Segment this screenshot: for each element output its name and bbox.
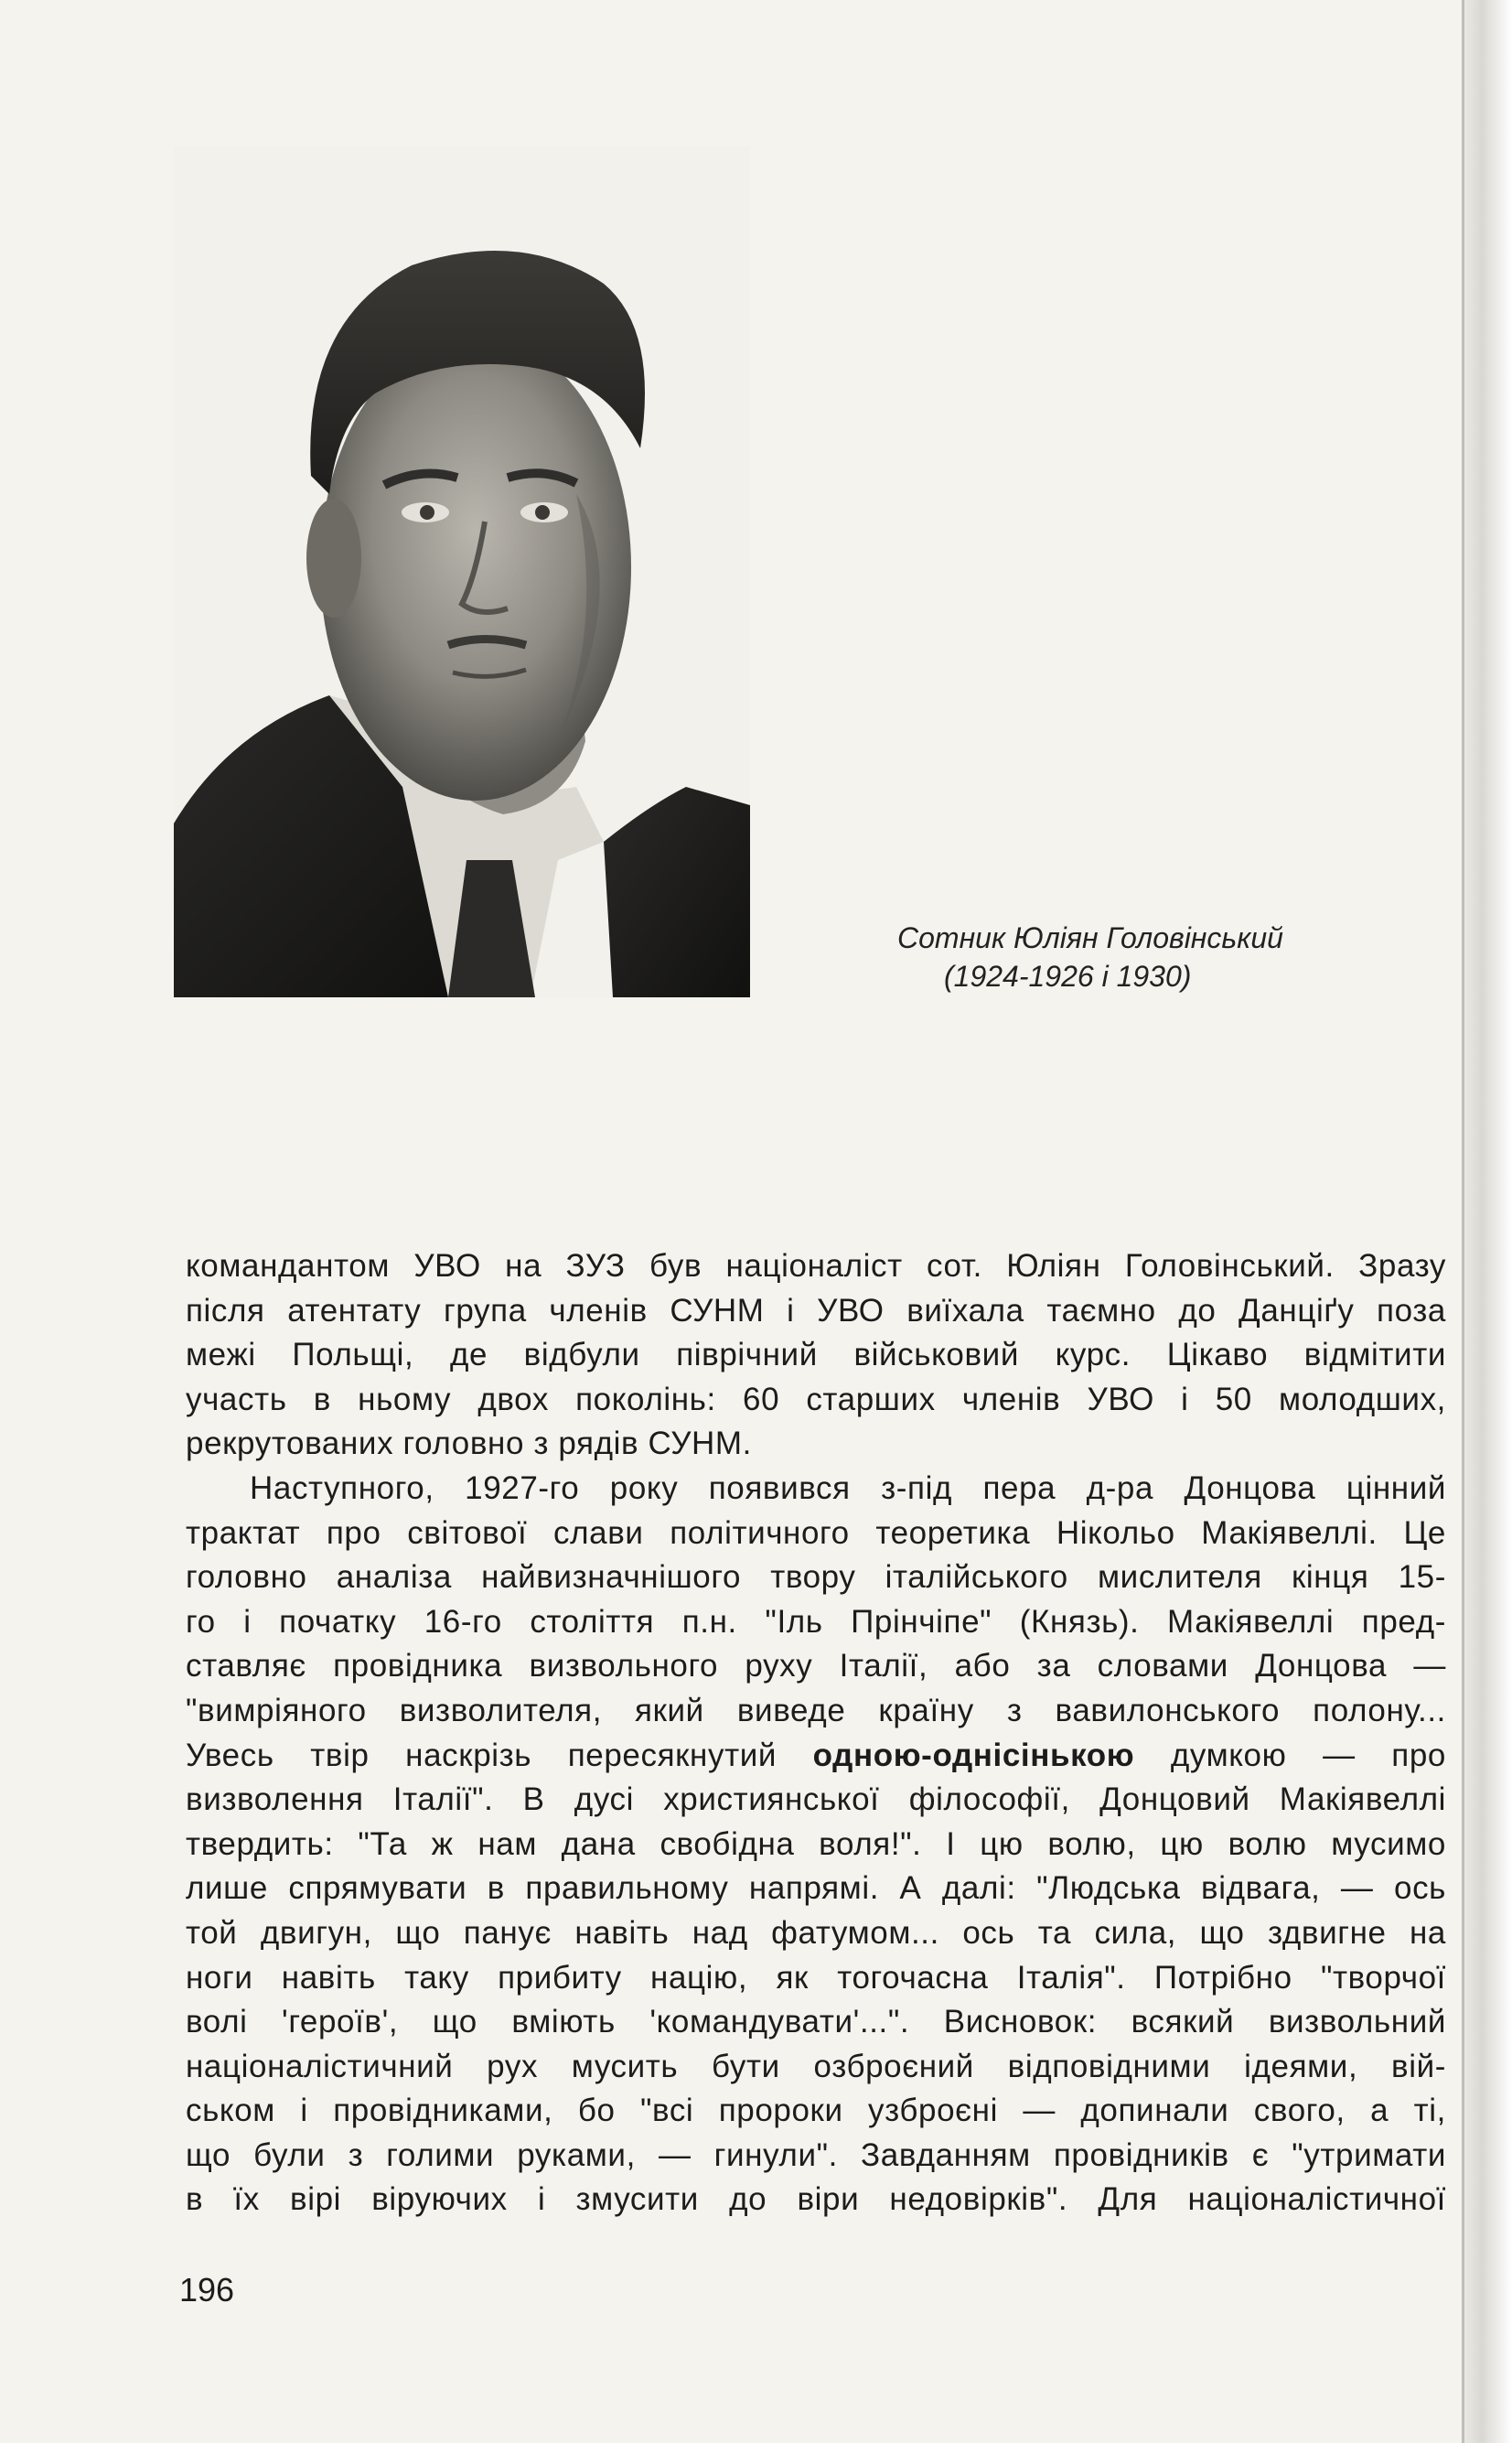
- text-line: трактат про світової слави політичного теоретика Нікольо Макіявеллі. Це: [186, 1514, 1446, 1551]
- text-line: твердить: "Та ж нам дана свобідна воля!". І цю волю, цю волю мусимо: [186, 1825, 1446, 1862]
- text-line: націоналістичний рух мусить бути озброєний відповідними ідеями, вій-: [186, 2048, 1446, 2084]
- text-line: головно аналіза найвизначнішого твору італійського мислителя кінця 15-: [186, 1559, 1446, 1596]
- text-line: го і початку 16-го століття п.н. "Іль Прінчіпе" (Князь). Макіявеллі пред-: [186, 1603, 1446, 1640]
- text-segment: думкою — про: [1134, 1737, 1446, 1773]
- text-line: в їх вірі віруючих і змусити до віри недовірків". Для націоналістичної: [186, 2181, 1446, 2218]
- body-text: [186, 1244, 1446, 2222]
- text-line: той двигун, що панує навіть над фатумом... ось та сила, що здвигне на: [186, 1914, 1446, 1951]
- page-edge: [1462, 0, 1512, 2443]
- page-number: 196: [179, 2271, 235, 2308]
- portrait-photo: [174, 146, 750, 997]
- text-line: визволення Італії". В дусі християнської філософії, Донцовий Макіявеллі: [186, 1781, 1446, 1818]
- portrait-photo-icon: [174, 146, 750, 997]
- text-line-emphasis: [186, 1734, 1446, 1779]
- text-line: волі 'героїв', що вміють 'командувати'...". Висновок: всякий визвольний: [186, 2004, 1446, 2040]
- text-line: рекрутованих головно з рядів СУНМ.: [186, 1426, 752, 1462]
- text-line: після атентату група членів СУНМ і УВО виїхала таємно до Данціґу поза: [186, 1292, 1446, 1329]
- text-line: "вимріяного визволителя, який виведе країну з вавилонського полону...: [186, 1692, 1446, 1728]
- bold-phrase: одною-однісінькою: [812, 1737, 1135, 1773]
- text-line: лише спрямувати в правильному напрямі. А далі: "Людська відвага, — ось: [186, 1870, 1446, 1907]
- text-line: ставляє провідника визвольного руху Італії, або за словами Донцова —: [186, 1648, 1446, 1684]
- text-line: командантом УВО на ЗУЗ був націоналіст сот. Юліян Головінський. Зразу: [186, 1248, 1446, 1284]
- text-line: межі Польщі, де відбули піврічний військовий курс. Цікаво відмітити: [186, 1337, 1446, 1373]
- caption-years: (1924-1926 і 1930): [944, 960, 1192, 993]
- caption-name: Сотник Юліян Головінський: [897, 921, 1283, 954]
- text-line: що були з голими руками, — гинули". Завданням провідників є "утримати: [186, 2136, 1446, 2173]
- page-edge-line: [1462, 0, 1464, 2443]
- text-line: ськом і провідниками, бо "всі пророки узброєні — допинали свого, а ті,: [186, 2093, 1446, 2129]
- text-line: участь в ньому двох поколінь: 60 старших членів УВО і 50 молодших,: [186, 1381, 1446, 1417]
- text-line: Наступного, 1927-го року появився з-під пера д-ра Донцова цінний: [250, 1469, 1446, 1506]
- text-line: ноги навіть таку прибиту націю, як тогочасна Італія". Потрібно "творчої: [186, 1959, 1446, 1996]
- text-segment: Увесь твір наскрізь пересякнутий: [186, 1737, 813, 1773]
- photo-caption: [883, 919, 1358, 995]
